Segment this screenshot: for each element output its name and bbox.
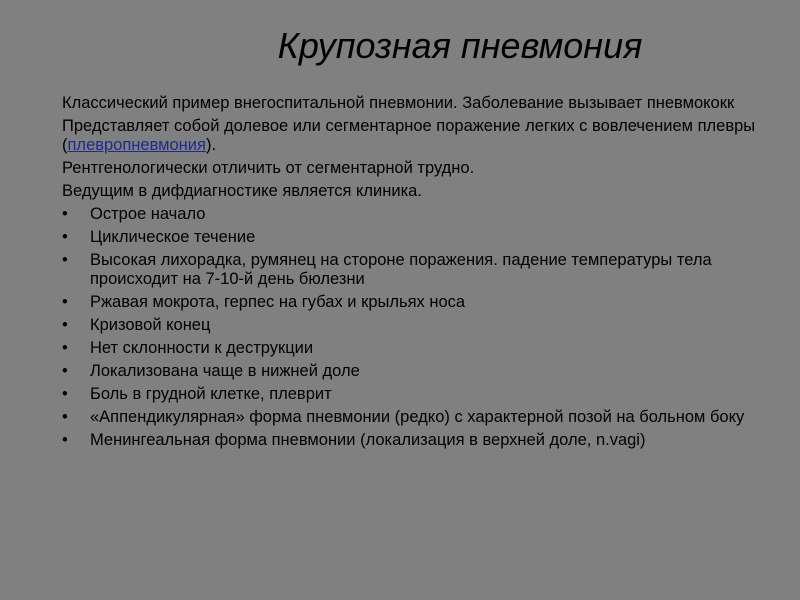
slide-title: Крупозная пневмония <box>277 25 643 66</box>
list-item-text: Боль в грудной клетке, плеврит <box>90 385 332 403</box>
list-item <box>62 316 762 335</box>
bullet-icon: • <box>62 251 68 269</box>
paragraph-description-end: ). <box>205 136 217 154</box>
symptom-list <box>62 205 762 450</box>
bullet-icon: • <box>62 293 68 311</box>
bullet-icon: • <box>62 228 68 246</box>
bullet-icon: • <box>62 431 68 449</box>
slide-content <box>62 94 762 454</box>
bullet-icon: • <box>62 339 68 357</box>
list-item <box>62 251 762 289</box>
list-item <box>62 293 762 312</box>
paragraph-diagnostics: Ведущим в дифдиагностике является клиника. <box>62 182 422 200</box>
bullet-icon: • <box>62 316 68 334</box>
paragraph-description <box>62 117 762 155</box>
pleuropneumonia-link[interactable]: плевропневмония <box>67 136 206 154</box>
list-item-text: Циклическое течение <box>90 228 256 246</box>
paragraph-description-text: Представляет собой долевое или сегментарное поражение легких с вовлечением плевры ( <box>62 117 756 154</box>
bullet-icon: • <box>62 385 68 403</box>
bullet-icon: • <box>62 408 68 426</box>
list-item <box>62 408 762 427</box>
list-item-text: «Аппендикулярная» форма пневмонии (редко) с характерной позой на больном боку <box>90 408 745 426</box>
list-item-text: Локализована чаще в нижней доле <box>90 362 360 380</box>
list-item-text: Высокая лихорадка, румянец на стороне поражения. падение температуры тела происходит на 7-10-й день бюлезни <box>90 251 712 288</box>
paragraph-intro: Классический пример внегоспитальной пневмонии. Заболевание вызывает пневмококк <box>62 94 735 112</box>
list-item <box>62 228 762 247</box>
list-item <box>62 339 762 358</box>
list-item <box>62 385 762 404</box>
paragraph-xray: Рентгенологически отличить от сегментарной трудно. <box>62 159 475 177</box>
list-item <box>62 431 762 450</box>
list-item-text: Ржавая мокрота, герпес на губах и крыльях носа <box>90 293 466 311</box>
list-item <box>62 362 762 381</box>
list-item-text: Кризовой конец <box>90 316 211 334</box>
bullet-icon: • <box>62 362 68 380</box>
list-item-text: Нет склонности к деструкции <box>90 339 314 357</box>
list-item <box>62 205 762 224</box>
list-item-text: Острое начало <box>90 205 206 223</box>
bullet-icon: • <box>62 205 68 223</box>
list-item-text: Менингеальная форма пневмонии (локализация в верхней доле, n.vagi) <box>90 431 646 449</box>
